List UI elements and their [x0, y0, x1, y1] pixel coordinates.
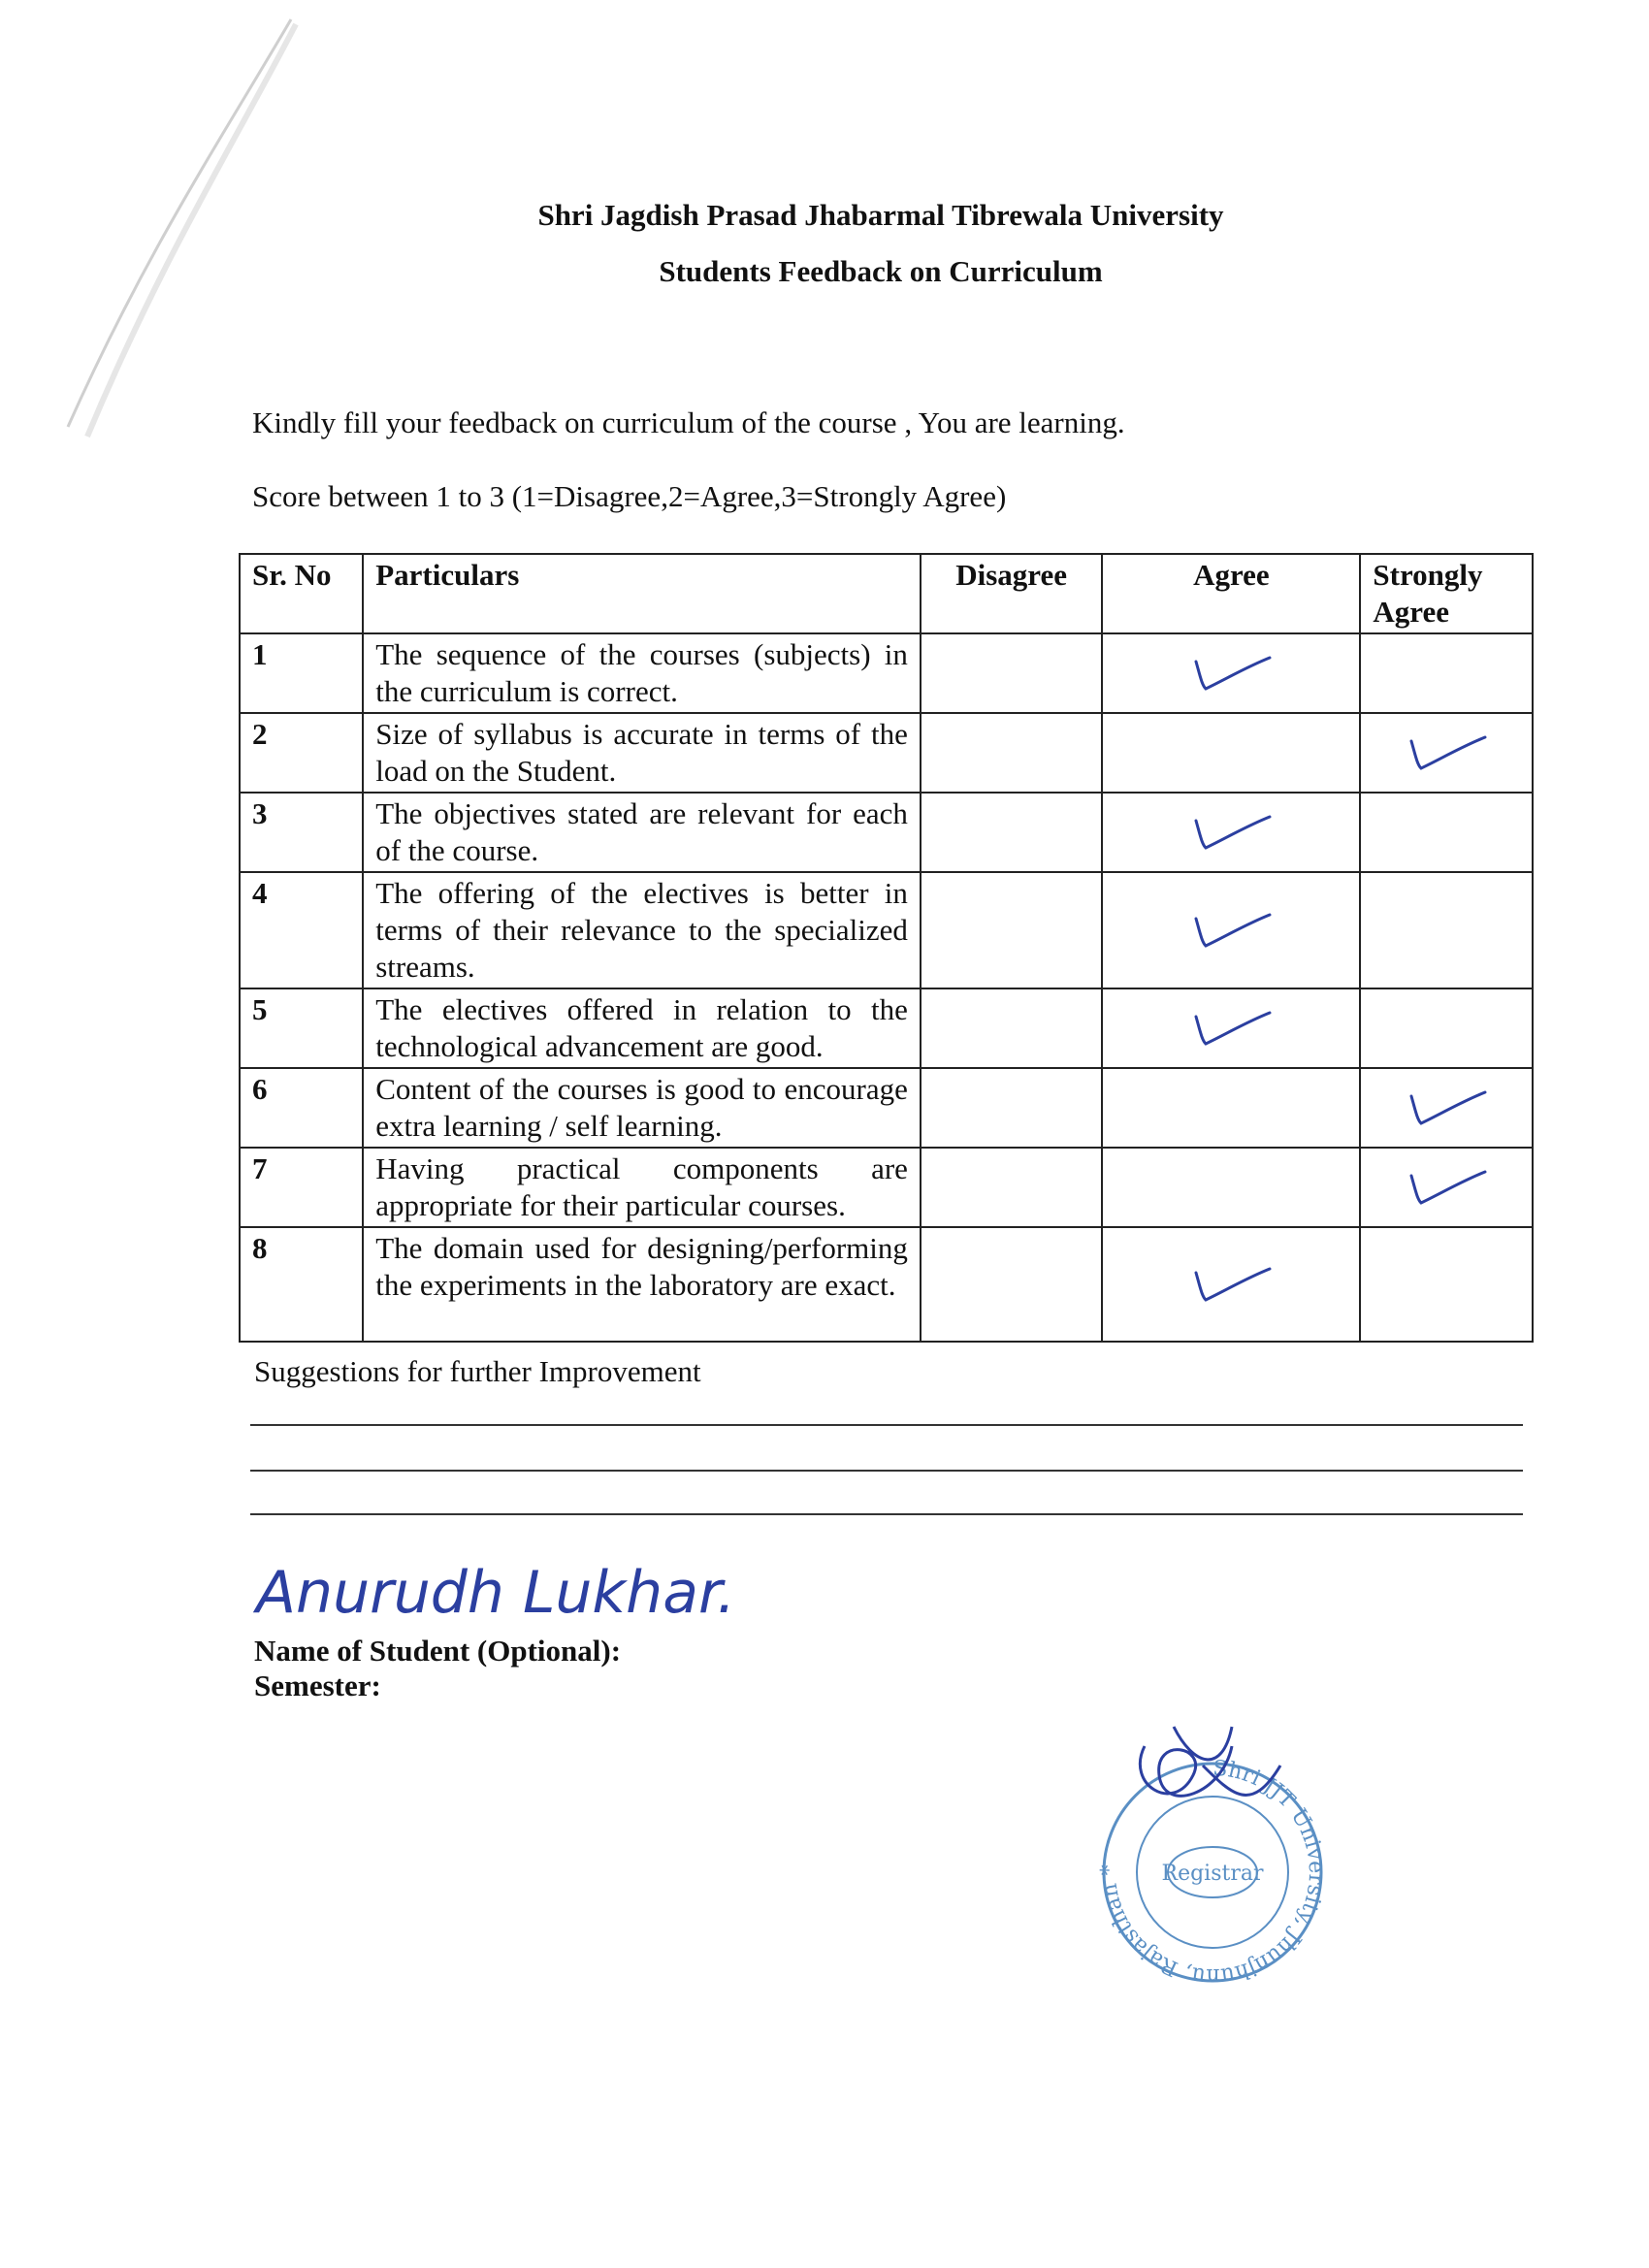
response-cell-strongly-agree — [1360, 872, 1533, 988]
response-cell-agree — [1102, 1227, 1360, 1342]
tick-mark — [1182, 903, 1279, 957]
instruction-text: Kindly fill your feedback on curriculum of the course , You are learning. — [252, 405, 1125, 439]
table-header-row — [240, 554, 1533, 633]
table-row — [240, 988, 1533, 1068]
header-sr-no: Sr. No — [240, 554, 363, 633]
table-row — [240, 793, 1533, 872]
row-sr-no: 3 — [240, 793, 363, 872]
scan-crease-mark — [0, 0, 388, 466]
tick-mark — [1398, 726, 1495, 780]
response-cell-agree — [1102, 872, 1360, 988]
suggestion-line — [250, 1513, 1523, 1515]
row-sr-no: 8 — [240, 1227, 363, 1342]
table-row — [240, 713, 1533, 793]
response-cell-strongly-agree — [1360, 713, 1533, 793]
score-legend: Score between 1 to 3 (1=Disagree,2=Agree,3=Strongly Agree) — [252, 479, 1007, 513]
student-signature — [250, 1535, 755, 1641]
tick-mark — [1398, 1160, 1495, 1215]
university-name: Shri Jagdish Prasad Jhabarmal Tibrewala University — [537, 198, 1224, 232]
response-cell-strongly-agree — [1360, 1068, 1533, 1148]
row-sr-no: 1 — [240, 633, 363, 713]
stamp-center-text: Registrar — [1161, 1862, 1264, 1886]
student-info — [254, 1634, 621, 1703]
tick-mark — [1182, 1257, 1279, 1312]
row-particular: The offering of the electives is better in terms of their relevance to the specialized streams. — [363, 872, 921, 988]
response-cell-disagree — [921, 1227, 1102, 1342]
response-cell-strongly-agree — [1360, 988, 1533, 1068]
response-cell-strongly-agree — [1360, 1148, 1533, 1227]
header-strongly-agree: Strongly Agree — [1360, 554, 1533, 633]
row-particular: The domain used for designing/performing the experiments in the laboratory are exact. — [363, 1227, 921, 1342]
row-particular: The sequence of the courses (subjects) in the curriculum is correct. — [363, 633, 921, 713]
tick-mark — [1182, 1001, 1279, 1055]
feedback-table — [239, 553, 1534, 1343]
header-disagree: Disagree — [921, 554, 1102, 633]
form-title: Students Feedback on Curriculum — [659, 254, 1103, 288]
response-cell-disagree — [921, 988, 1102, 1068]
response-cell-disagree — [921, 1068, 1102, 1148]
response-cell-strongly-agree — [1360, 1227, 1533, 1342]
response-cell-agree — [1102, 1068, 1360, 1148]
table-row — [240, 872, 1533, 988]
table-row — [240, 1227, 1533, 1342]
response-cell-agree — [1102, 988, 1360, 1068]
suggestion-line — [250, 1470, 1523, 1472]
response-cell-agree — [1102, 713, 1360, 793]
response-cell-strongly-agree — [1360, 633, 1533, 713]
row-particular: The electives offered in relation to the technological advancement are good. — [363, 988, 921, 1068]
response-cell-agree — [1102, 793, 1360, 872]
response-cell-disagree — [921, 633, 1102, 713]
student-name-label: Name of Student (Optional): — [254, 1634, 622, 1668]
table-row — [240, 633, 1533, 713]
tick-mark — [1182, 805, 1279, 859]
response-cell-agree — [1102, 1148, 1360, 1227]
row-sr-no: 2 — [240, 713, 363, 793]
row-particular: Having practical components are appropriate for their particular courses. — [363, 1148, 921, 1227]
row-particular: Size of syllabus is accurate in terms of the load on the Student. — [363, 713, 921, 793]
table-row — [240, 1068, 1533, 1148]
row-sr-no: 6 — [240, 1068, 363, 1148]
row-sr-no: 4 — [240, 872, 363, 988]
semester-label: Semester: — [254, 1669, 381, 1702]
response-cell-disagree — [921, 872, 1102, 988]
row-particular: The objectives stated are relevant for each of the course. — [363, 793, 921, 872]
response-cell-disagree — [921, 713, 1102, 793]
header-agree: Agree — [1102, 554, 1360, 633]
tick-mark — [1398, 1081, 1495, 1135]
suggestion-line — [250, 1424, 1523, 1426]
response-cell-disagree — [921, 1148, 1102, 1227]
table-row — [240, 1148, 1533, 1227]
row-sr-no: 5 — [240, 988, 363, 1068]
response-cell-strongly-agree — [1360, 793, 1533, 872]
row-particular: Content of the courses is good to encourage extra learning / self learning. — [363, 1068, 921, 1148]
registrar-stamp — [1086, 1707, 1339, 1998]
stamp-ring-text: Shri JJT University, Jhunjhunu, Rajasthan * — [1096, 1756, 1329, 1989]
response-cell-disagree — [921, 793, 1102, 872]
suggestions-label: Suggestions for further Improvement — [254, 1354, 701, 1388]
tick-mark — [1182, 646, 1279, 700]
signature-text: Anurudh Lukhar. — [256, 1559, 736, 1627]
header-particulars: Particulars — [363, 554, 921, 633]
row-sr-no: 7 — [240, 1148, 363, 1227]
response-cell-agree — [1102, 633, 1360, 713]
